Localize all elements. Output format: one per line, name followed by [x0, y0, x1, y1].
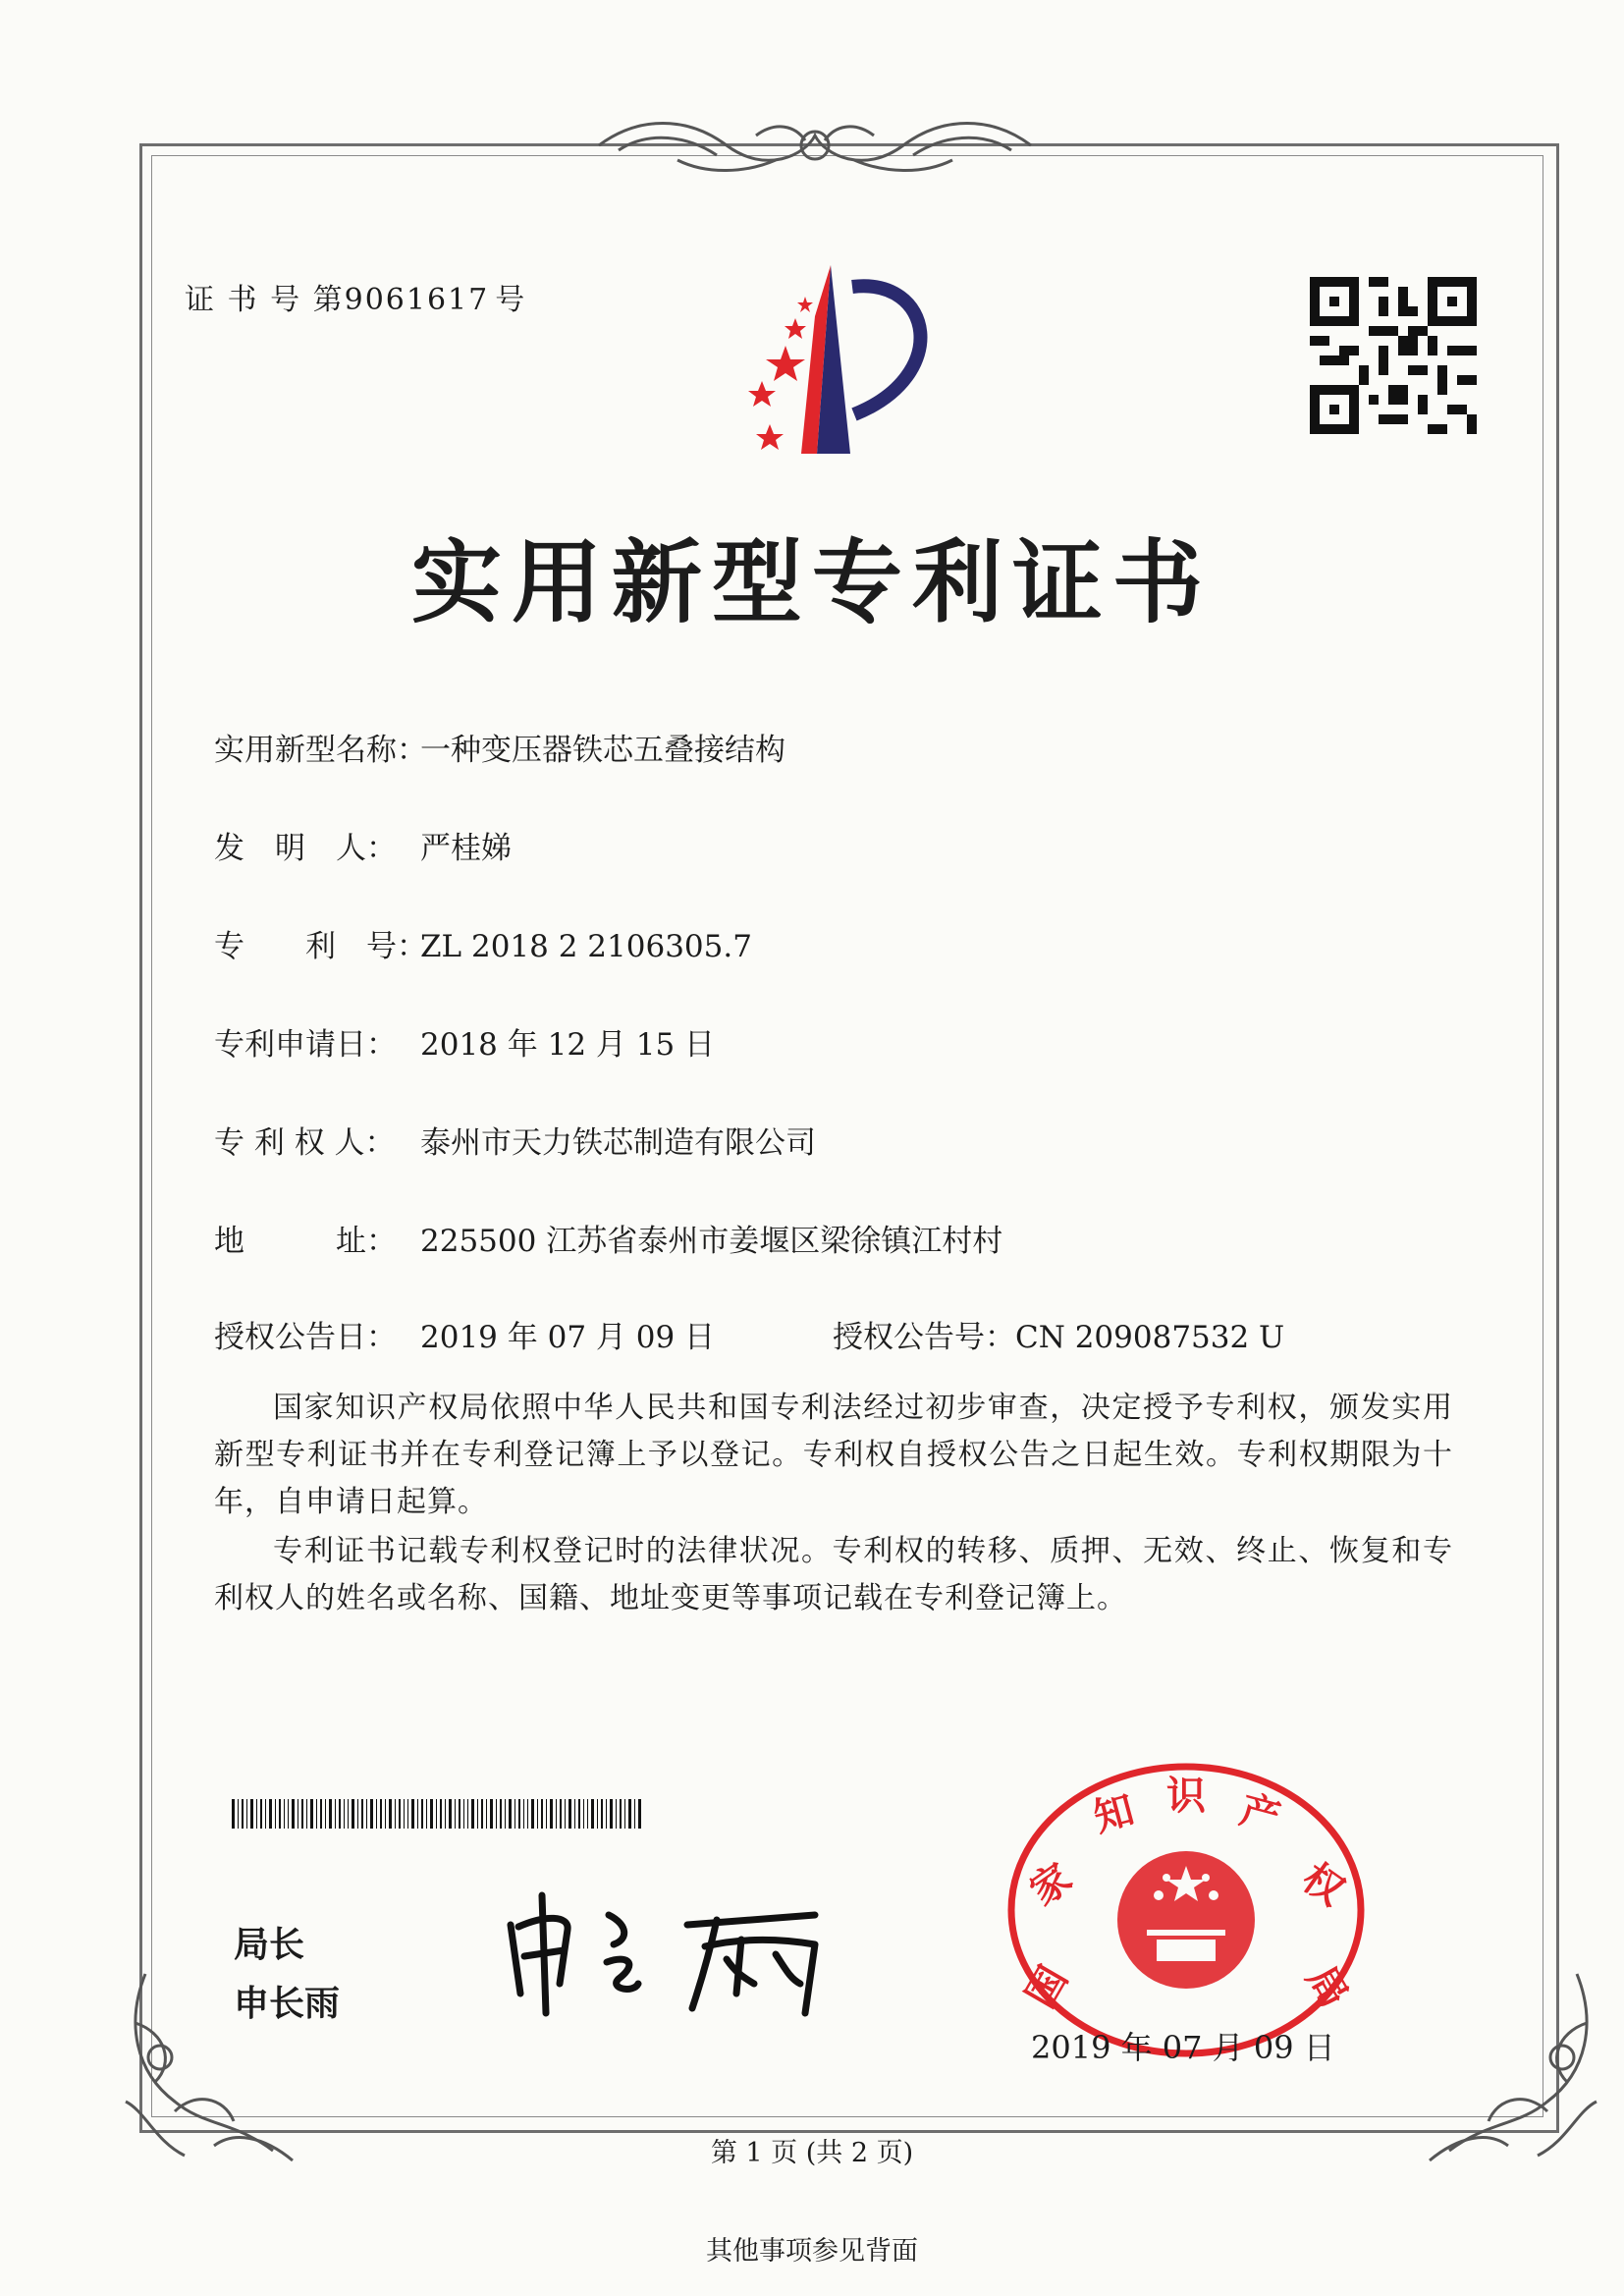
field-label: 授权公告日：: [214, 1320, 397, 1355]
svg-text:权: 权: [1293, 1855, 1353, 1915]
field-label: 专 利 号：: [214, 929, 427, 964]
field-utility-model-name: [214, 725, 785, 769]
field-value: 严桂娣: [420, 831, 512, 866]
field-value: 一种变压器铁芯五叠接结构: [420, 733, 785, 768]
field-application-date: [214, 1019, 715, 1064]
certificate-number-suffix: 号: [495, 283, 527, 317]
field-grant-date: [214, 1312, 715, 1356]
svg-text:产: 产: [1235, 1787, 1285, 1841]
field-label: 实用新型名称：: [214, 733, 427, 768]
body-paragraph-1: 国家知识产权局依照中华人民共和国专利法经过初步审查，决定授予专利权，颁发实用新型专利证书并在专利登记簿上予以登记。专利权自授权公告之日起生效。专利权期限为十年，自申请日起算。: [214, 1391, 1453, 1519]
barcode: [232, 1799, 644, 1829]
official-seal: [1000, 1758, 1373, 2066]
certificate-title: 实用新型专利证书: [410, 530, 1213, 635]
qr-code: [1310, 277, 1477, 434]
field-value: CN 209087532 U: [1015, 1320, 1285, 1355]
field-grant-pub-number: [833, 1312, 1284, 1356]
director-title: 局长: [234, 1925, 305, 1965]
page-number: 第 1 页 (共 2 页): [710, 2138, 914, 2168]
field-patentee: [214, 1118, 816, 1162]
logo-stars: [748, 297, 813, 450]
field-value: 225500 江苏省泰州市姜堰区梁徐镇江村村: [420, 1224, 1003, 1259]
director-signature: [491, 1886, 864, 2027]
director-name: 申长雨: [234, 1984, 341, 2024]
field-label: 专 利 权 人：: [214, 1125, 396, 1161]
field-patent-number: [214, 921, 752, 965]
seal-date: 2019 年 07 月 09 日: [1031, 2029, 1335, 2066]
svg-text:国: 国: [1017, 1958, 1077, 2016]
field-label: 专利申请日：: [214, 1027, 397, 1063]
svg-text:识: 识: [1166, 1774, 1206, 1819]
field-inventor: [214, 823, 512, 867]
field-value: ZL 2018 2 2106305.7: [420, 929, 752, 964]
field-address: [214, 1216, 1002, 1260]
field-value: 2018 年 12 月 15 日: [420, 1027, 716, 1063]
certificate-number: [185, 275, 526, 318]
footer-note: 其他事项参见背面: [706, 2236, 918, 2267]
logo-p-curve: [852, 286, 920, 414]
certificate-number-value: 9061617: [344, 283, 490, 317]
field-value: 泰州市天力铁芯制造有限公司: [420, 1125, 816, 1161]
certificate-number-label: 证 书 号 第: [185, 283, 345, 317]
svg-text:知: 知: [1089, 1787, 1139, 1841]
body-paragraph-2: 专利证书记载专利权登记时的法律状况。专利权的转移、质押、无效、终止、恢复和专利权人的姓名或名称、国籍、地址变更等事项记载在专利登记簿上。: [214, 1534, 1453, 1615]
field-value: 2019 年 07 月 09 日: [420, 1320, 716, 1355]
field-label: 地 址：: [214, 1224, 397, 1259]
top-ornament: [579, 106, 1051, 185]
svg-text:局: 局: [1297, 1958, 1357, 2016]
field-label: 发 明 人：: [214, 831, 397, 866]
field-label: 授权公告号：: [833, 1320, 1015, 1355]
svg-text:家: 家: [1021, 1855, 1081, 1915]
cnipa-logo: [707, 257, 962, 467]
